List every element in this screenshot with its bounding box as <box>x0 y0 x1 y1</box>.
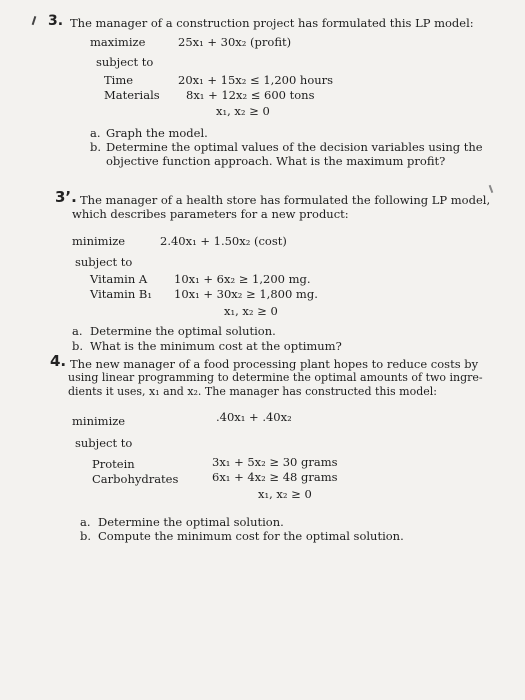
objective-function: 2.40x₁ + 1.50x₂ (cost) <box>160 234 287 248</box>
constraint-expression: 3x₁ + 5x₂ ≥ 30 grams <box>212 455 338 469</box>
nonnegativity: x₁, x₂ ≥ 0 <box>224 304 278 318</box>
objective-function: .40x₁ + .40x₂ <box>216 410 292 424</box>
part-letter: a. <box>90 126 101 140</box>
part-text: objective function approach. What is the maximum profit? <box>106 154 446 168</box>
part-letter: a. <box>72 324 83 338</box>
subject-to-label: subject to <box>75 255 133 269</box>
part-text: What is the minimum cost at the optimum? <box>90 339 342 353</box>
constraint-expression: 6x₁ + 4x₂ ≥ 48 grams <box>212 470 338 484</box>
problem-statement: The new manager of a food processing plant hopes to reduce costs by <box>70 357 479 371</box>
constraint-label: Protein <box>92 457 135 471</box>
problem-statement: The manager of a health store has formulated the following LP model, <box>80 193 491 207</box>
part-text: Determine the optimal solution. <box>90 324 276 338</box>
part-text: Compute the minimum cost for the optimal solution. <box>98 529 404 543</box>
constraint-label: Carbohydrates <box>92 472 179 486</box>
part-letter: b. <box>72 339 84 353</box>
subject-to-label: subject to <box>96 55 154 69</box>
problem-statement: The manager of a construction project has formulated this LP model: <box>70 16 474 30</box>
part-text: Determine the optimal solution. <box>98 515 284 529</box>
objective-label: minimize <box>72 234 126 248</box>
constraint-expression: 10x₁ + 30x₂ ≥ 1,800 mg. <box>174 287 318 301</box>
problem-number: 3’. <box>55 188 77 206</box>
problem-statement: dients it uses, x₁ and x₂. The manager has constructed this model: <box>68 385 437 398</box>
nonnegativity: x₁, x₂ ≥ 0 <box>216 104 270 118</box>
part-letter: b. <box>80 529 92 543</box>
part-letter: a. <box>80 515 91 529</box>
objective-label: maximize <box>90 35 146 49</box>
constraint-expression: 8x₁ + 12x₂ ≤ 600 tons <box>186 88 315 102</box>
problem-number: 3. <box>48 13 64 29</box>
constraint-expression: 10x₁ + 6x₂ ≥ 1,200 mg. <box>174 272 311 286</box>
pen-mark <box>32 16 36 25</box>
problem-number: 4. <box>50 352 67 370</box>
nonnegativity: x₁, x₂ ≥ 0 <box>258 487 312 501</box>
constraint-label: Vitamin B₁ <box>90 287 152 301</box>
problem-statement: using linear programming to determine the optimal amounts of two ingre- <box>68 371 483 384</box>
constraint-expression: 20x₁ + 15x₂ ≤ 1,200 hours <box>178 73 334 87</box>
objective-function: 25x₁ + 30x₂ (profit) <box>178 35 292 49</box>
part-text: Determine the optimal values of the decision variables using the <box>106 140 483 154</box>
subject-to-label: subject to <box>75 436 133 450</box>
part-letter: b. <box>90 140 102 154</box>
pen-mark <box>489 185 493 193</box>
objective-label: minimize <box>72 414 126 428</box>
constraint-label: Time <box>104 73 134 87</box>
part-text: Graph the model. <box>106 126 208 140</box>
constraint-label: Materials <box>104 88 160 102</box>
constraint-label: Vitamin A <box>90 272 148 286</box>
problem-statement: which describes parameters for a new product: <box>72 207 349 221</box>
